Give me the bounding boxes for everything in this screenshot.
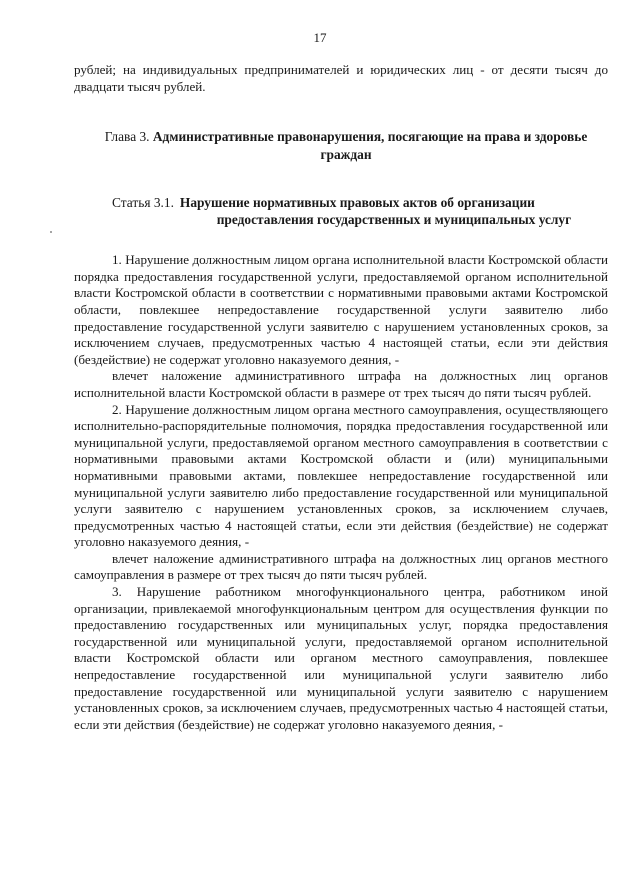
scan-speck — [50, 231, 52, 233]
article-title-line1: Нарушение нормативных правовых актов об организации — [179, 195, 535, 211]
paragraph-part-2: 2. Нарушение должностным лицом органа местного самоуправления, осуществляющего исполнительно-распорядительные полномочия, порядка предоставления государственной или муниципальной услуги, предоставляемой органом местного самоуправления в соответствии с нормативными правовыми актами Костромской области и (или) муниципальными нормативными правовыми актами, повлекшее непредоставление государственной или муниципальной услуги заявителю либо предоставление государственной или муниципальной услуги заявителю с нарушением установленных сроков, за исключением случаев, предусмотренных частью 4 настоящей статьи, если эти действия (бездействие) не содержат уголовно наказуемого деяния, - — [74, 401, 608, 550]
article-label: Статья 3.1. — [112, 195, 174, 211]
chapter-title: Административные правонарушения, посягающие на права и здоровье граждан — [152, 129, 588, 163]
article-title-line2: предоставления государственных и муниципальных услуг — [216, 212, 572, 228]
article-heading — [74, 194, 608, 228]
chapter-label: Глава 3. — [104, 129, 150, 145]
paragraph-penalty-2: влечет наложение административного штрафа на должностных лиц органов местного самоуправления в размере от трех тысяч до пяти тысяч рублей. — [74, 550, 608, 583]
paragraph-part-3: 3. Нарушение работником многофункционального центра, работником иной организации, привлекаемой многофункциональным центром для осуществления функции по предоставлению государственных или муниципальных услуг, порядка предоставления государственной или муниципальной услуги, предоставляемой органом исполнительной власти Костромской области или органом местного самоуправления, повлекшее непредоставление государственной или муниципальной услуги заявителю либо предоставление государственной или муниципальной услуги заявителю с нарушением установленных сроков, за исключением случаев, предусмотренных частью 4 настоящей статьи, если эти действия (бездействие) не содержат уголовно наказуемого деяния, - — [74, 584, 608, 732]
page-number: 17 — [313, 30, 327, 45]
paragraph-part-1: 1. Нарушение должностным лицом органа исполнительной власти Костромской области порядка предоставления государственной услуги, предоставляемой органом исполнительной власти Костромской области в соответствии с нормативными правовыми актами Костромской области, повлекшее непредоставление государственной услуги заявителю либо предоставление государственной услуги заявителю с нарушением установленных сроков, за исключением случаев, предусмотренных частью 4 настоящей статьи, если эти действия (бездействие) не содержат уголовно наказуемого деяния, - — [74, 252, 608, 367]
intro-paragraph: рублей; на индивидуальных предпринимателей и юридических лиц - от десяти тысяч до двадцати тысяч рублей. — [74, 62, 608, 94]
article-title — [180, 194, 608, 228]
document-body — [74, 62, 608, 733]
paragraph-penalty-1: влечет наложение административного штрафа на должностных лиц органов исполнительной власти Костромской области в размере от трех тысяч до пяти тысяч рублей. — [74, 368, 608, 400]
chapter-heading — [74, 128, 608, 164]
